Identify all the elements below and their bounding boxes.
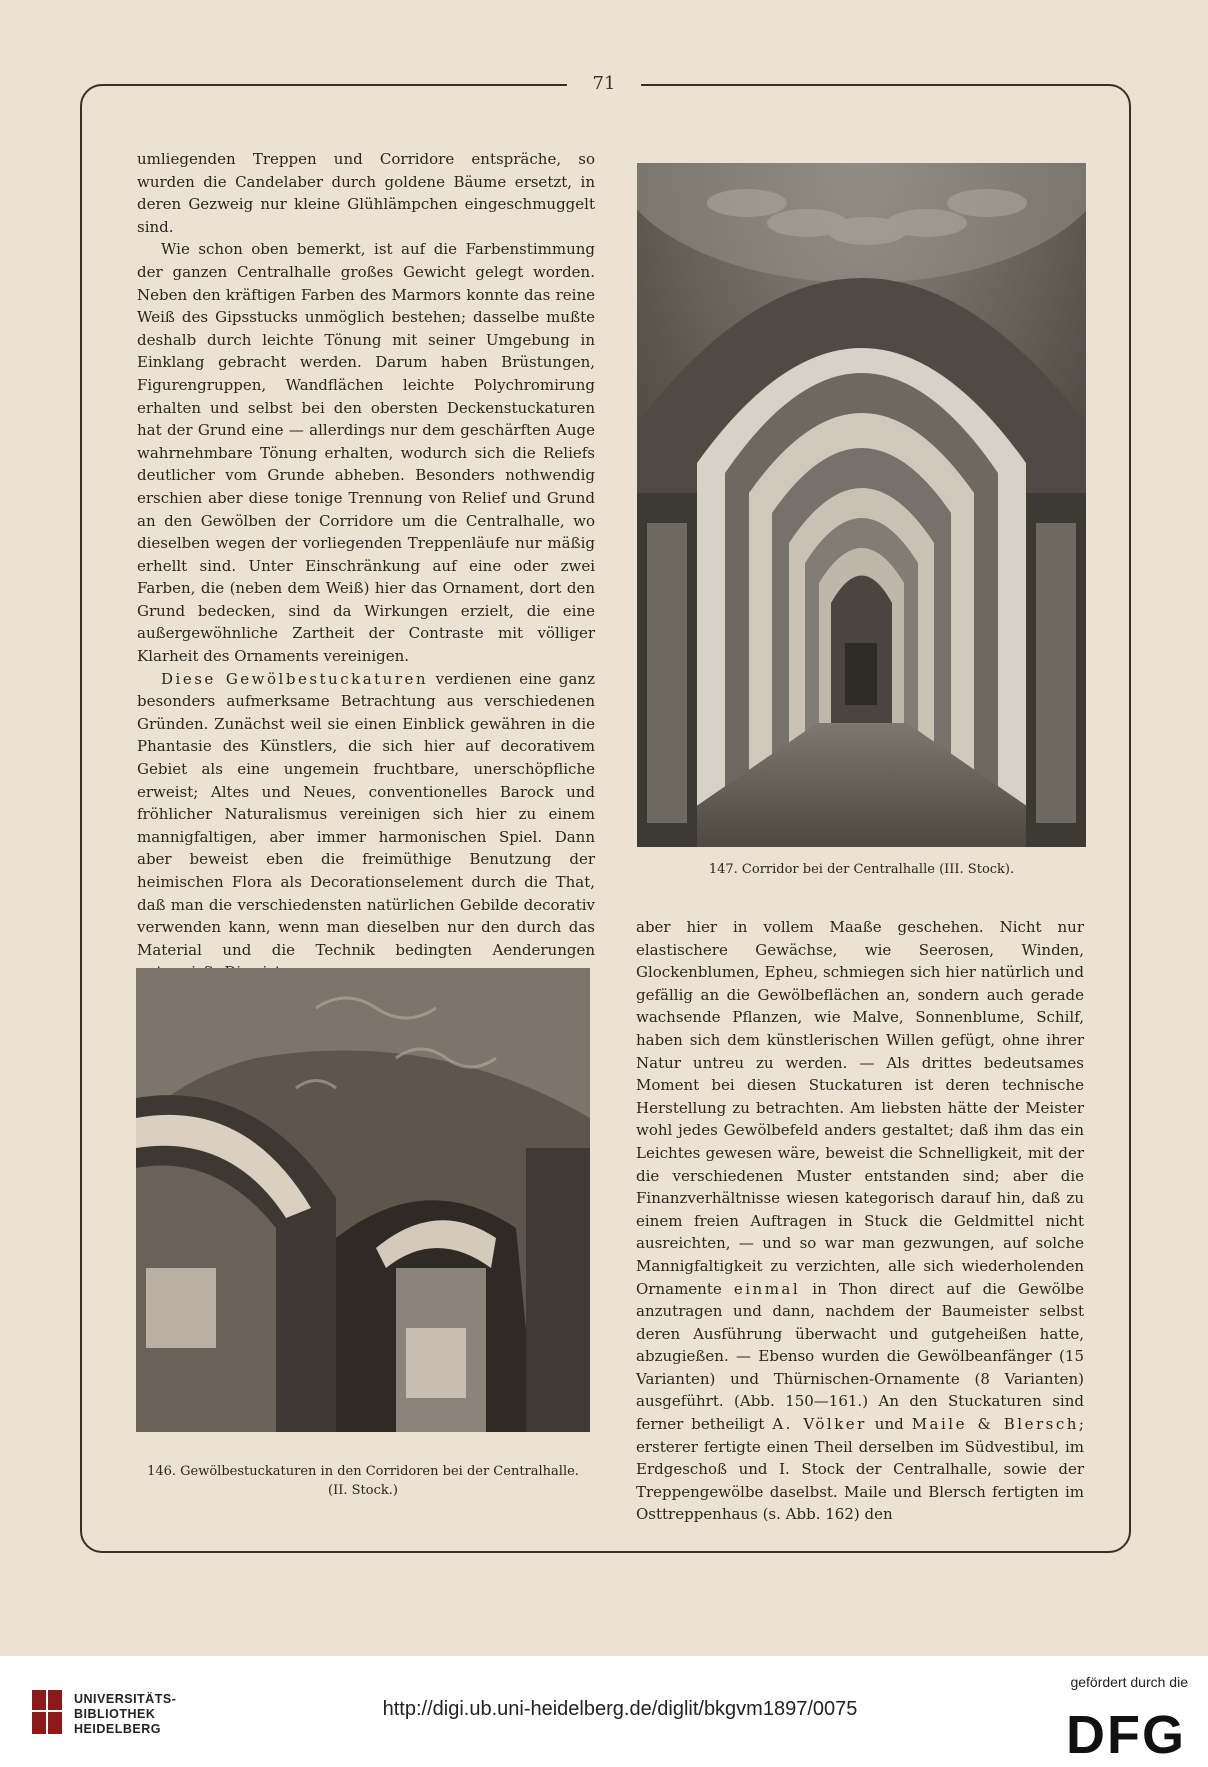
paragraph-text: ; ersterer fertigte einen Theil derselben im Südvestibul, im Erdgeschoß und I. Stock der Centralhalle, sowie der Treppengewölbe daselbst. Maile und Blersch fertigten im Osttreppenhaus (s. Abb. 162) den (636, 1415, 1084, 1524)
corridor-photograph (637, 163, 1086, 847)
paragraph: umliegenden Treppen und Corridore entspräche, so wurden die Candelaber durch goldene Bäume ersetzt, in deren Gezweig nur kleine Glühlämpchen eingeschmuggelt sind. (137, 150, 595, 236)
funding-note: gefördert durch die (1070, 1674, 1188, 1690)
funder-logo: DFG (1066, 1705, 1186, 1765)
library-name-line: UNIVERSITÄTS- (74, 1692, 177, 1706)
emphasized-text: A. Völker (772, 1415, 867, 1434)
figure-caption: 147. Corridor bei der Centralhalle (III. Stock). (708, 862, 1015, 877)
vault-stucco-photograph (136, 968, 590, 1432)
library-name (74, 1692, 176, 1737)
vault-stucco-photograph-drawing (136, 968, 590, 1432)
figure-caption (136, 1462, 590, 1500)
paragraph (636, 916, 1084, 1526)
corridor-photograph-drawing (637, 163, 1086, 847)
paragraph-text: und (866, 1415, 912, 1434)
document-url-link[interactable]: http://digi.ub.uni-heidelberg.de/diglit/bkgvm1897/0075 (382, 1698, 858, 1720)
page-header (0, 68, 1208, 98)
paragraph-text: verdienen eine ganz besonders aufmerksame Betrachtung aus verschiedenen Gründen. Zunächst weil sie einen Einblick gewähren in die Phantasie des Künstlers, die sich hier auf decorativem Gebiet als eine ungemein fruchtbare, unerschöpfliche erweist; Altes und Neues, conventionelles Barock und fröhlicher Naturalismus vereinigen sich hier zu einem mannigfaltigen, aber immer harmonischen Spiel. Dann aber beweist eben die freimüthige Benutzung der heimischen Flora als Decorationselement durch die That, daß man die verschiedensten natürlichen Gebilde decorativ verwenden kann, wenn man dieselben nur den durch das Material und die Technik bedingten Aenderungen (137, 669, 595, 959)
footer-bar (0, 1656, 1208, 1767)
emphasized-text: Maile & Blersch (911, 1415, 1079, 1434)
caption-line: (II. Stock.) (328, 1483, 398, 1498)
emphasized-text: Diese Gewölbestuckaturen (161, 669, 429, 688)
paragraph (137, 668, 595, 984)
library-name-line: HEIDELBERG (74, 1722, 161, 1736)
caption-line: 146. Gewölbestuckaturen in den Corridoren bei der Centralhalle. (147, 1464, 579, 1479)
library-name-line: BIBLIOTHEK (74, 1707, 156, 1721)
paragraph-text: in Thon direct auf die Gewölbe anzutragen und dann, nachdem der Baumeister selbst deren Ausführung überwacht und gutgeheißen hatte, abzugießen. — Ebenso wurden die Gewölbeanfänger (15 Varianten) und Thürnischen-Ornamente (8 Varianten) ausgeführt. (Abb. 150—161.) An den Stuckaturen sind ferner betheiligt (636, 1279, 1084, 1434)
left-text-column (137, 148, 595, 984)
page-number: 71 (567, 73, 642, 94)
right-text-column (636, 916, 1084, 1526)
paragraph: Wie schon oben bemerkt, ist auf die Farbenstimmung der ganzen Centralhalle großes Gewicht gelegt worden. Neben den kräftigen Farben des Marmors konnte das reine Weiß des Gipsstucks unmöglich bestehen; dasselbe mußte deshalb durch leichte Tönung mit seiner Umgebung in Einklang gebracht werden. Darum haben Brüstungen, Figurengruppen, Wandflächen leichte Polychromirung erhalten und selbst bei den obersten Deckenstuckaturen hat der Grund eine — allerdings nur dem geschärften Auge wahrnehmbare Tönung erhalten, wodurch sich die Reliefs deutlicher vom Grunde abheben. Besonders nothwendig erschien aber diese tonige Trennung von Relief und Grund an den Gewölben der Corridore um die Centralhalle, wo dieselben wegen der vorliegenden Treppenläufe nur mäßig erhellt sind. Unter Einschränkung auf eine oder zwei Farben, die (neben dem Weiß) hier das Ornament, dort den Grund bedecken, sind da Wirkungen erzielt, die eine außergewöhnliche Zartheit der Contraste mit völliger Klarheit des Ornaments vereinigen. (137, 240, 595, 666)
emphasized-text: einmal (733, 1279, 801, 1298)
library-logo-icon (32, 1690, 62, 1734)
paragraph-text: aber hier in vollem Maaße geschehen. Nicht nur elastischere Gewächse, wie Seerosen, Winden, Glockenblumen, Epheu, schmiegen sich hier natürlich und gefällig an die Gewölbeflächen an, sondern auch gerade wachsende Pflanzen, wie Malve, Sonnenblume, Schilf, haben sich dem künstlerischen Willen gefügt, ohne ihrer Natur untreu zu werden. — Als drittes bedeutsames Moment bei diesen Stuckaturen ist deren technische Herstellung zu betrachten. Am liebsten hätte der Meister wohl jedes Gewölbefeld anders gestaltet; daß ihm das ein Leichtes gewesen wäre, beweist die Schnelligkeit, mit der die verschiedenen Muster entstanden sind; aber die Finanzverhältnisse wiesen kategorisch darauf hin, daß zu einem freien Auftragen in Stuck die Geldmittel nicht ausreichten, — und so war man gezwungen, auf solche Mannigfaltigkeit zu verzichten, alle sich wiederholenden Ornamente (636, 918, 1084, 1298)
